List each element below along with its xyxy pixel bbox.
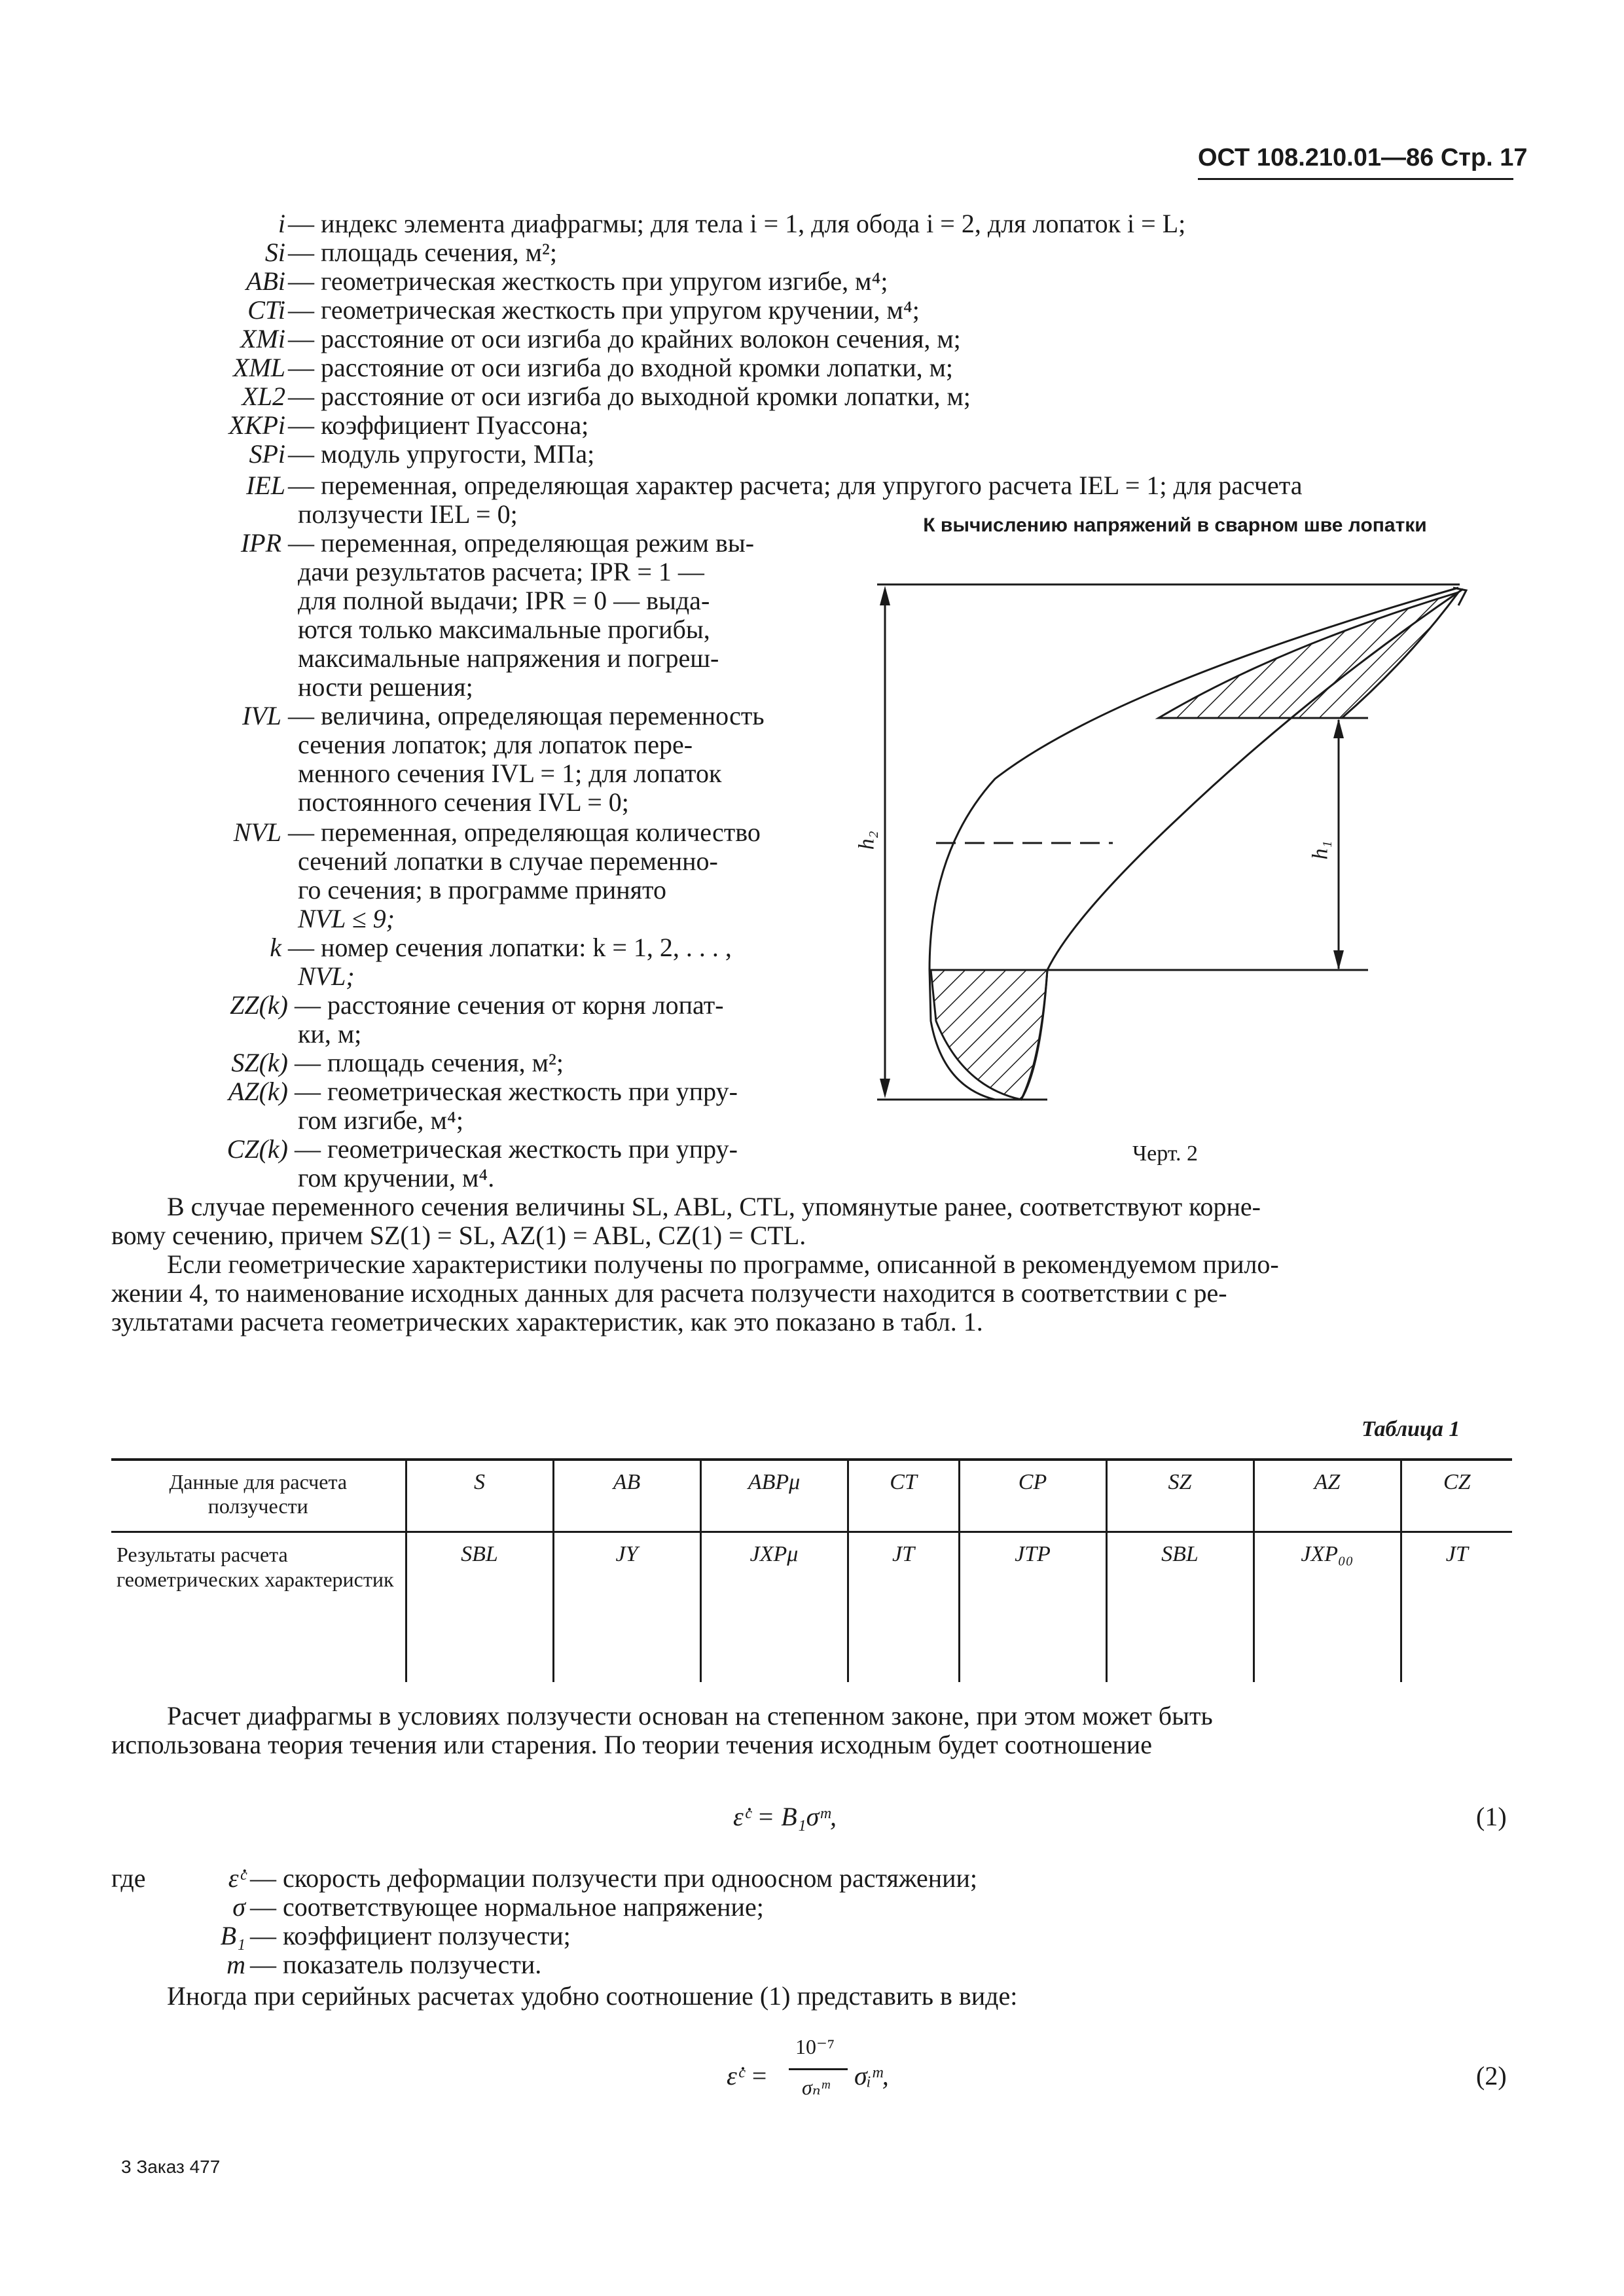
table-header-cell: SZ	[1106, 1460, 1254, 1532]
definition-text: — геометрическая жесткость при упру-	[295, 1077, 738, 1106]
where-text: — показатель ползучести.	[250, 1950, 542, 1979]
definition-text: дачи результатов расчета; IPR = 1 —	[298, 557, 704, 586]
table-cell: SBL	[406, 1532, 553, 1682]
definition-term: SZ(k)	[231, 1048, 288, 1077]
definition-term: ABi	[246, 266, 285, 296]
definition-text: сечений лопатки в случае переменно-	[298, 846, 718, 876]
table-cell: JY	[553, 1532, 700, 1682]
definition-text: — переменная, определяющая количество	[288, 817, 761, 847]
definition-text: го сечения; в программе принято	[298, 875, 667, 905]
table-cell: JXP₀₀	[1254, 1532, 1401, 1682]
iel-continuation: ползучести IEL = 0;	[298, 499, 518, 529]
equation-2-rhs: σᵢᵐ,	[854, 2061, 889, 2090]
definition-text: ности решения;	[298, 672, 473, 702]
definition-text: — модуль упругости, МПа;	[288, 439, 595, 469]
paragraph-line: использована теория течения или старения. По теории течения исходным будет соотношение	[111, 1730, 1152, 1759]
table-header-cell: AB	[553, 1460, 700, 1532]
table-title: Таблица 1	[1362, 1417, 1460, 1441]
equation-1-number: (1)	[1476, 1802, 1507, 1831]
definition-text: — величина, определяющая переменность	[288, 701, 765, 730]
definition-term: XL2	[242, 382, 285, 411]
figure-title: К вычислению напряжений в сварном шве лопатки	[923, 514, 1427, 536]
where-term: B₁	[220, 1921, 245, 1950]
definition-text: — расстояние от оси изгиба до входной кромки лопатки, м;	[288, 353, 954, 382]
where-label: где	[111, 1863, 146, 1893]
table-cell: Результаты расчета геометрических характеристик	[117, 1542, 394, 1591]
definition-text: — расстояние от оси изгиба до крайних волокон сечения, м;	[288, 324, 961, 353]
definition-term: NVL	[233, 817, 281, 847]
table-cell: JT	[848, 1532, 959, 1682]
equation-2-denominator: σₙᵐ	[802, 2075, 830, 2099]
table-row	[111, 1532, 1512, 1682]
equation-2-number: (2)	[1476, 2061, 1507, 2090]
paragraph-line: жении 4, то наименование исходных данных для расчета ползучести находится в соответствии с ре-	[111, 1278, 1227, 1308]
definition-term: i	[278, 209, 285, 238]
where-term: σ	[232, 1892, 245, 1922]
fraction-bar	[789, 2068, 848, 2070]
definition-term: XML	[233, 353, 285, 382]
definition-text: — индекс элемента диафрагмы; для тела i = 1, для обода i = 2, для лопаток i = L;	[288, 209, 1186, 238]
definition-text: — площадь сечения, м²;	[295, 1048, 564, 1077]
table-header-cell: S	[406, 1460, 553, 1532]
page-header: ОСТ 108.210.01—86 Стр. 17	[1198, 144, 1528, 171]
definition-text: NVL;	[298, 961, 355, 991]
definition-text: — переменная, определяющая режим вы-	[288, 528, 755, 558]
table-header-cell: Данные для расчета ползучести	[169, 1470, 348, 1518]
definition-term: ZZ(k)	[230, 990, 288, 1020]
definition-text: менного сечения IVL = 1; для лопаток	[298, 759, 722, 788]
definition-text: — площадь сечения, м²;	[288, 238, 558, 267]
paragraph-line: Иногда при серийных расчетах удобно соотношение (1) представить в виде:	[167, 1981, 1018, 2011]
where-term: ε̇ᶜ	[228, 1863, 245, 1893]
paragraph-line: Если геометрические характеристики получены по программе, описанной в рекомендуемом прило-	[167, 1249, 1279, 1279]
definition-term: IEL	[246, 471, 285, 500]
definition-text: гом изгибе, м⁴;	[298, 1105, 463, 1135]
definition-term: k	[270, 933, 281, 962]
equation-2-numerator: 10⁻⁷	[795, 2035, 835, 2058]
label-h1: h₁	[1308, 840, 1333, 860]
definition-term: AZ(k)	[228, 1077, 288, 1106]
definition-text: ки, м;	[298, 1019, 362, 1049]
definition-term: IPR	[240, 528, 281, 558]
table-header-cell: AZ	[1254, 1460, 1401, 1532]
definition-text: максимальные напряжения и погреш-	[298, 643, 719, 673]
paragraph-line: зультатами расчета геометрических характеристик, как это показано в табл. 1.	[111, 1307, 983, 1336]
definition-term: SPi	[249, 439, 285, 469]
definition-text: — геометрическая жесткость при упругом кручении, м⁴;	[288, 295, 920, 325]
table-cell: SBL	[1106, 1532, 1254, 1682]
equation-2-lhs: ε̇ᶜ =	[727, 2061, 768, 2090]
table-header-cell: ABPμ	[700, 1460, 848, 1532]
definition-text: — геометрическая жесткость при упру-	[295, 1134, 738, 1164]
paragraph-line: вому сечению, причем SZ(1) = SL, AZ(1) = ABL, CZ(1) = CTL.	[111, 1221, 806, 1250]
table-header-row	[111, 1460, 1512, 1532]
definition-text: для полной выдачи; IPR = 0 — выда-	[298, 586, 710, 615]
paragraph-line: Расчет диафрагмы в условиях ползучести основан на степенном законе, при этом может быть	[167, 1701, 1213, 1731]
footer-order: 3 Заказ 477	[121, 2157, 221, 2177]
data-table	[111, 1458, 1512, 1682]
definition-text: гом кручении, м⁴.	[298, 1163, 495, 1193]
definition-text: ются только максимальные прогибы,	[298, 615, 710, 644]
where-text: — коэффициент ползучести;	[250, 1921, 571, 1950]
table-header-cell: CZ	[1401, 1460, 1512, 1532]
definition-term: CZ(k)	[226, 1134, 288, 1164]
where-term: m	[226, 1950, 245, 1979]
definition-text: — коэффициент Пуассона;	[288, 410, 589, 440]
definition-term: IVL	[242, 701, 281, 730]
definition-text: NVL ≤ 9;	[298, 904, 395, 933]
equation-1: ε̇ᶜ = B₁σᵐ,	[733, 1802, 837, 1831]
figure-caption: Черт. 2	[1132, 1141, 1199, 1166]
definition-text: — номер сечения лопатки: k = 1, 2, . . . ,	[288, 933, 732, 962]
label-h2: h₂	[854, 831, 879, 850]
table-header-cell: CP	[959, 1460, 1106, 1532]
definition-term: XKPi	[228, 410, 285, 440]
table-cell: JTP	[959, 1532, 1106, 1682]
definition-term: Si	[264, 238, 285, 267]
where-text: — скорость деформации ползучести при одноосном растяжении;	[250, 1863, 978, 1893]
definition-term: XMi	[240, 324, 285, 353]
definition-text: сечения лопаток; для лопаток пере-	[298, 730, 693, 759]
definition-text: — переменная, определяющая характер расчета; для упругого расчета IEL = 1; для расчета	[288, 471, 1303, 500]
table-header-cell: CT	[848, 1460, 959, 1532]
definition-text: — расстояние от оси изгиба до выходной кромки лопатки, м;	[288, 382, 971, 411]
definition-text: постоянного сечения IVL = 0;	[298, 787, 629, 817]
paragraph-line: В случае переменного сечения величины SL, ABL, CTL, упомянутые ранее, соответствуют корне-	[167, 1192, 1261, 1221]
table-cell: JT	[1401, 1532, 1512, 1682]
definition-term: CTi	[247, 295, 285, 325]
definition-text: — геометрическая жесткость при упругом изгибе, м⁴;	[288, 266, 888, 296]
table-cell: JXPμ	[700, 1532, 848, 1682]
where-text: — соответствующее нормальное напряжение;	[250, 1892, 764, 1922]
definition-text: — расстояние сечения от корня лопат-	[295, 990, 724, 1020]
